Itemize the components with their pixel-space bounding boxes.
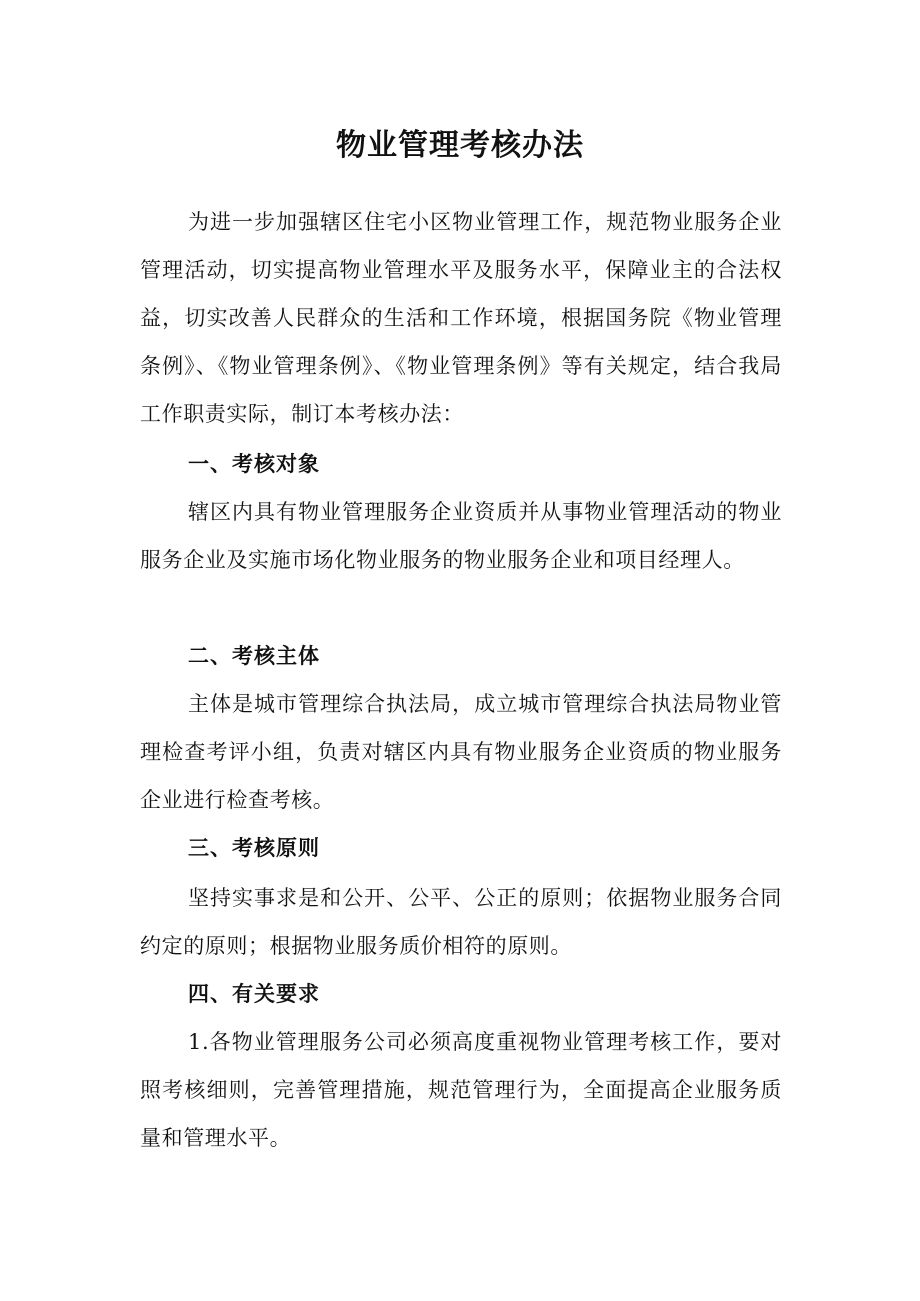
section-heading-principles: 三、考核原则 [188, 836, 320, 860]
section-body-requirements: 1.各物业管理服务公司必须高度重视物业管理考核工作，要对照考核细则，完善管理措施，规范管理行为，全面提高企业服务质量和管理水平。 [140, 1030, 782, 1150]
section-heading-target: 一、考核对象 [188, 452, 320, 476]
section-heading-subject: 二、考核主体 [188, 644, 320, 668]
intro-paragraph: 为进一步加强辖区住宅小区物业管理工作，规范物业服务企业管理活动，切实提高物业管理水平及服务水平，保障业主的合法权益，切实改善人民群众的生活和工作环境，根据国务院《物业管理条例》、《物业管理条例》、《物业管理条例》等有关规定，结合我局工作职责实际，制订本考核办法： [140, 210, 782, 426]
section-body-target: 辖区内具有物业管理服务企业资质并从事物业管理活动的物业服务企业及实施市场化物业服务的物业服务企业和项目经理人。 [140, 500, 782, 572]
section-body-subject: 主体是城市管理综合执法局，成立城市管理综合执法局物业管理检查考评小组，负责对辖区内具有物业服务企业资质的物业服务企业进行检查考核。 [140, 692, 782, 812]
document-title: 物业管理考核办法 [336, 128, 584, 163]
section-body-principles: 坚持实事求是和公开、公平、公正的原则；依据物业服务合同约定的原则；根据物业服务质价相符的原则。 [140, 886, 782, 958]
section-heading-requirements: 四、有关要求 [188, 982, 320, 1006]
